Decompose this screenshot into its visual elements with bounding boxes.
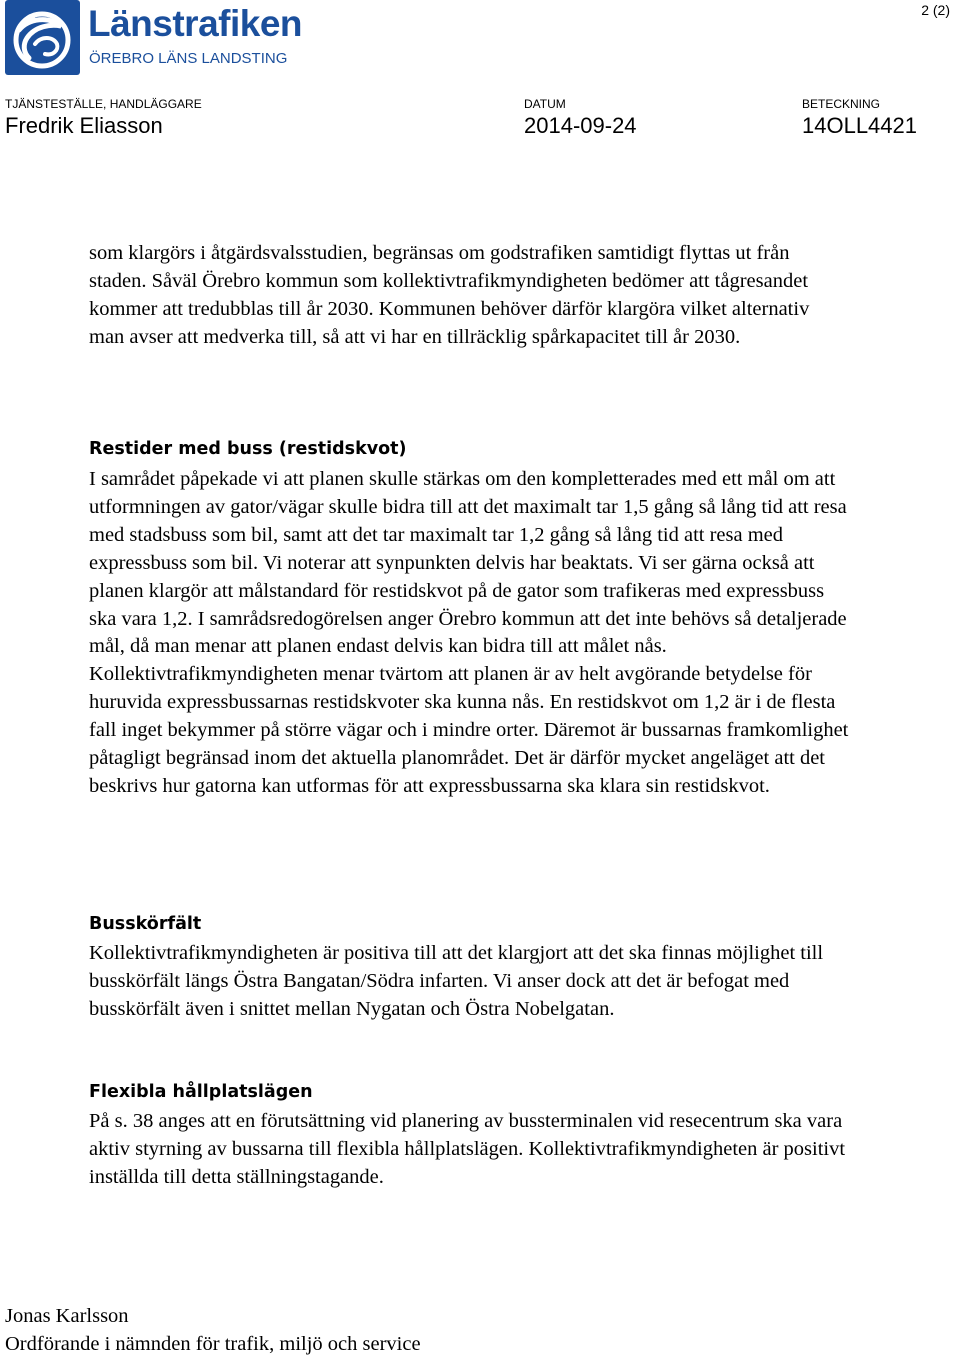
brand-name: Länstrafiken	[88, 3, 303, 44]
brand-subtitle: ÖREBRO LÄNS LANDSTING	[89, 50, 288, 67]
date-value: 2014-09-24	[524, 113, 637, 138]
lanstrafiken-logo-icon	[5, 0, 80, 75]
section-text-hallplatslagen: På s. 38 anges att en förutsättning vid planering av bussterminalen vid resecentrum ska vara aktiv styrning av bussarna till flexibla hållplatslägen. Kollektivtrafikmyndigheten är positivt inställda till detta ställningstagande.	[89, 1110, 846, 1188]
office-value: Fredrik Eliasson	[5, 113, 163, 138]
intro-paragraph: som klargörs i åtgärdsvalsstudien, begränsas om godstrafiken samtidigt flyttas ut från staden. Såväl Örebro kommun som kollektivtrafikmyndigheten bedömer att tågresandet kommer att tredubblas till år 2030. Kommunen behöver därför klargöra vilket alternativ man avser att medverka till, så att vi har en tillräcklig spårkapacitet till år 2030.	[89, 242, 810, 348]
date-label: DATUM	[524, 97, 566, 111]
reference-label: BETECKNING	[802, 97, 881, 111]
section-text-restider: I samrådet påpekade vi att planen skulle stärkas om den kompletterades med ett mål om att utformningen av gator/vägar skulle bidra till att det maximalt tar 1,5 gång så lång tid att resa med stadsbuss som bil, samt att det tar maximalt tar 1,2 gång så lång tid att resa med expressbuss som bil. Vi noterar att synpunkten delvis har beaktats. Vi ser gärna också att planen klargör att målstandard för restidskvot på de gator som trafikeras med expressbuss ska vara 1,2. I samrådsredogörelsen anger Örebro kommun att det inte behövs så detaljerade mål, då man menar att planen endast delvis kan bidra till att målet nås. Kollektivtrafikmyndigheten menar tvärtom att planen är av helt avgörande betydelse för huruvida expressbussarnas restidskvoter ska kunna nås. En restidskvot om 1,2 är i de flesta fall inget bekymmer på större vägar och i mindre orter. Däremot är bussarnas framkomlighet påtagligt begränsad inom det aktuella planområdet. Det är därför mycket angeläget att det beskrivs hur gatorna kan utformas för att expressbussarna ska klara sin restidskvot.	[89, 468, 849, 797]
page-number: 2 (2)	[921, 2, 950, 18]
section-heading-hallplatslagen: Flexibla hållplatslägen	[89, 1082, 313, 1102]
signature-title: Ordförande i nämnden för trafik, miljö och service	[5, 1333, 421, 1355]
section-heading-busskorfalt: Busskörfält	[89, 914, 202, 934]
office-label: TJÄNSTESTÄLLE, HANDLÄGGARE	[5, 97, 202, 111]
reference-value: 14OLL4421	[802, 113, 917, 138]
logo-swirl-icon	[5, 0, 80, 75]
section-text-busskorfalt: Kollektivtrafikmyndigheten är positiva till att det klargjort att det ska finnas möjlighet till busskörfält längs Östra Bangatan/Södra infarten. Vi anser dock att det är befogat med busskörfält även i snittet mellan Nygatan och Östra Nobelgatan.	[89, 942, 824, 1020]
section-heading-restider: Restider med buss (restidskvot)	[89, 439, 407, 459]
signature-name: Jonas Karlsson	[5, 1305, 129, 1327]
